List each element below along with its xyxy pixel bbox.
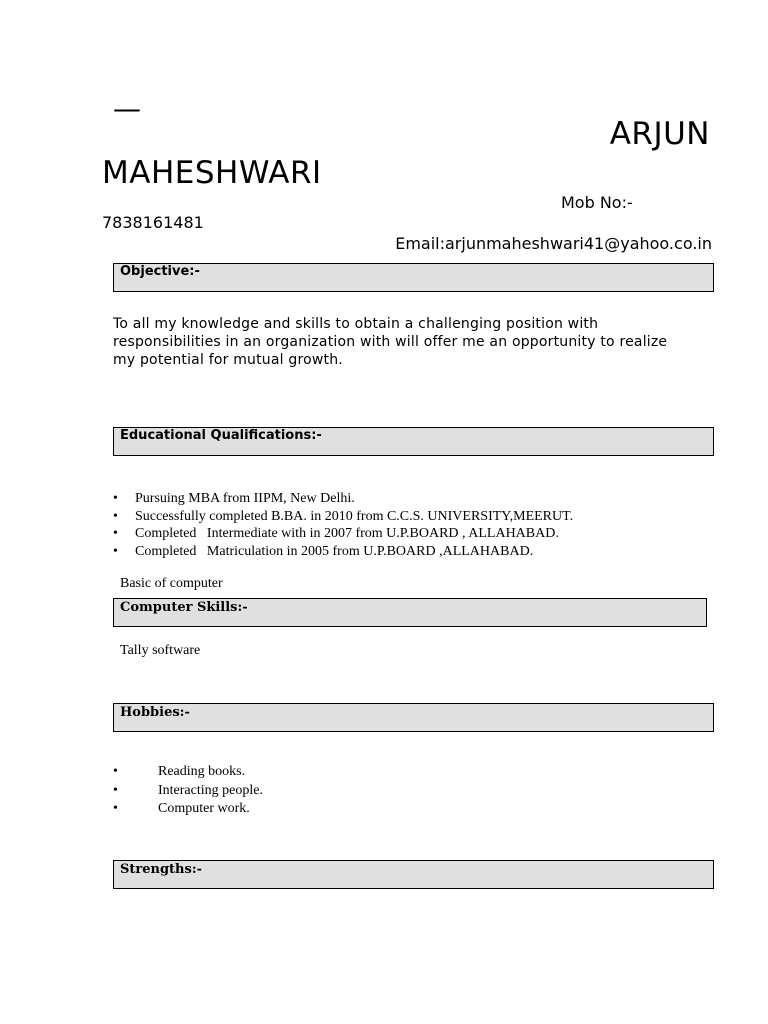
education-item [113, 490, 573, 508]
hobby-item-text: Computer work. [158, 801, 250, 816]
objective-text: To all my knowledge and skills to obtain a challenging position with responsibilities in an organization with will offer me an opportunity to realize my potential for mutual growth. [113, 316, 668, 368]
hobby-item [113, 800, 263, 819]
hobbies-section-header [113, 703, 714, 732]
bullet-icon: • [113, 491, 118, 506]
name-first: ARJUN [609, 116, 710, 152]
hobby-item-text: Interacting people. [158, 782, 263, 798]
header-dash: — [113, 92, 141, 125]
bullet-icon: • [113, 782, 118, 798]
objective-title: Objective:- [120, 264, 200, 279]
education-item [113, 525, 573, 543]
hobbies-list [113, 763, 263, 819]
name-last: MAHESHWARI [102, 155, 322, 191]
computer-basic-text: Basic of computer [120, 576, 223, 591]
hobby-item [113, 782, 263, 801]
education-item-text: Completed Intermediate with in 2007 from U.P.BOARD , ALLAHABAD. [135, 526, 559, 541]
education-item [113, 508, 573, 526]
strengths-title: Strengths:- [120, 862, 203, 877]
bullet-icon: • [113, 526, 118, 541]
bullet-icon: • [113, 764, 118, 779]
education-item-text: Successfully completed B.BA. in 2010 from C.C.S. UNIVERSITY,MEERUT. [135, 508, 574, 524]
email-address: Email:arjunmaheshwari41@yahoo.co.in [395, 234, 712, 253]
education-item [113, 543, 573, 561]
hobbies-title: Hobbies:- [120, 705, 190, 720]
education-item-text: Pursuing MBA from IIPM, New Delhi. [135, 491, 355, 506]
hobby-item [113, 763, 263, 782]
strengths-section-header [113, 860, 714, 889]
computer-title: Computer Skills:- [120, 600, 248, 615]
education-section-header [113, 427, 714, 456]
education-list [113, 490, 573, 560]
bullet-icon: • [113, 543, 118, 559]
education-item-text: Completed Matriculation in 2005 from U.P.BOARD ,ALLAHABAD. [135, 543, 534, 559]
computer-tally-text: Tally software [120, 643, 201, 658]
mobile-number: 7838161481 [102, 213, 204, 232]
objective-section-header [113, 263, 714, 292]
computer-section-header [113, 598, 707, 627]
mobile-label: Mob No:- [561, 193, 633, 212]
bullet-icon: • [113, 801, 118, 816]
hobby-item-text: Reading books. [158, 764, 246, 779]
education-title: Educational Qualifications:- [120, 428, 322, 443]
bullet-icon: • [113, 508, 118, 524]
